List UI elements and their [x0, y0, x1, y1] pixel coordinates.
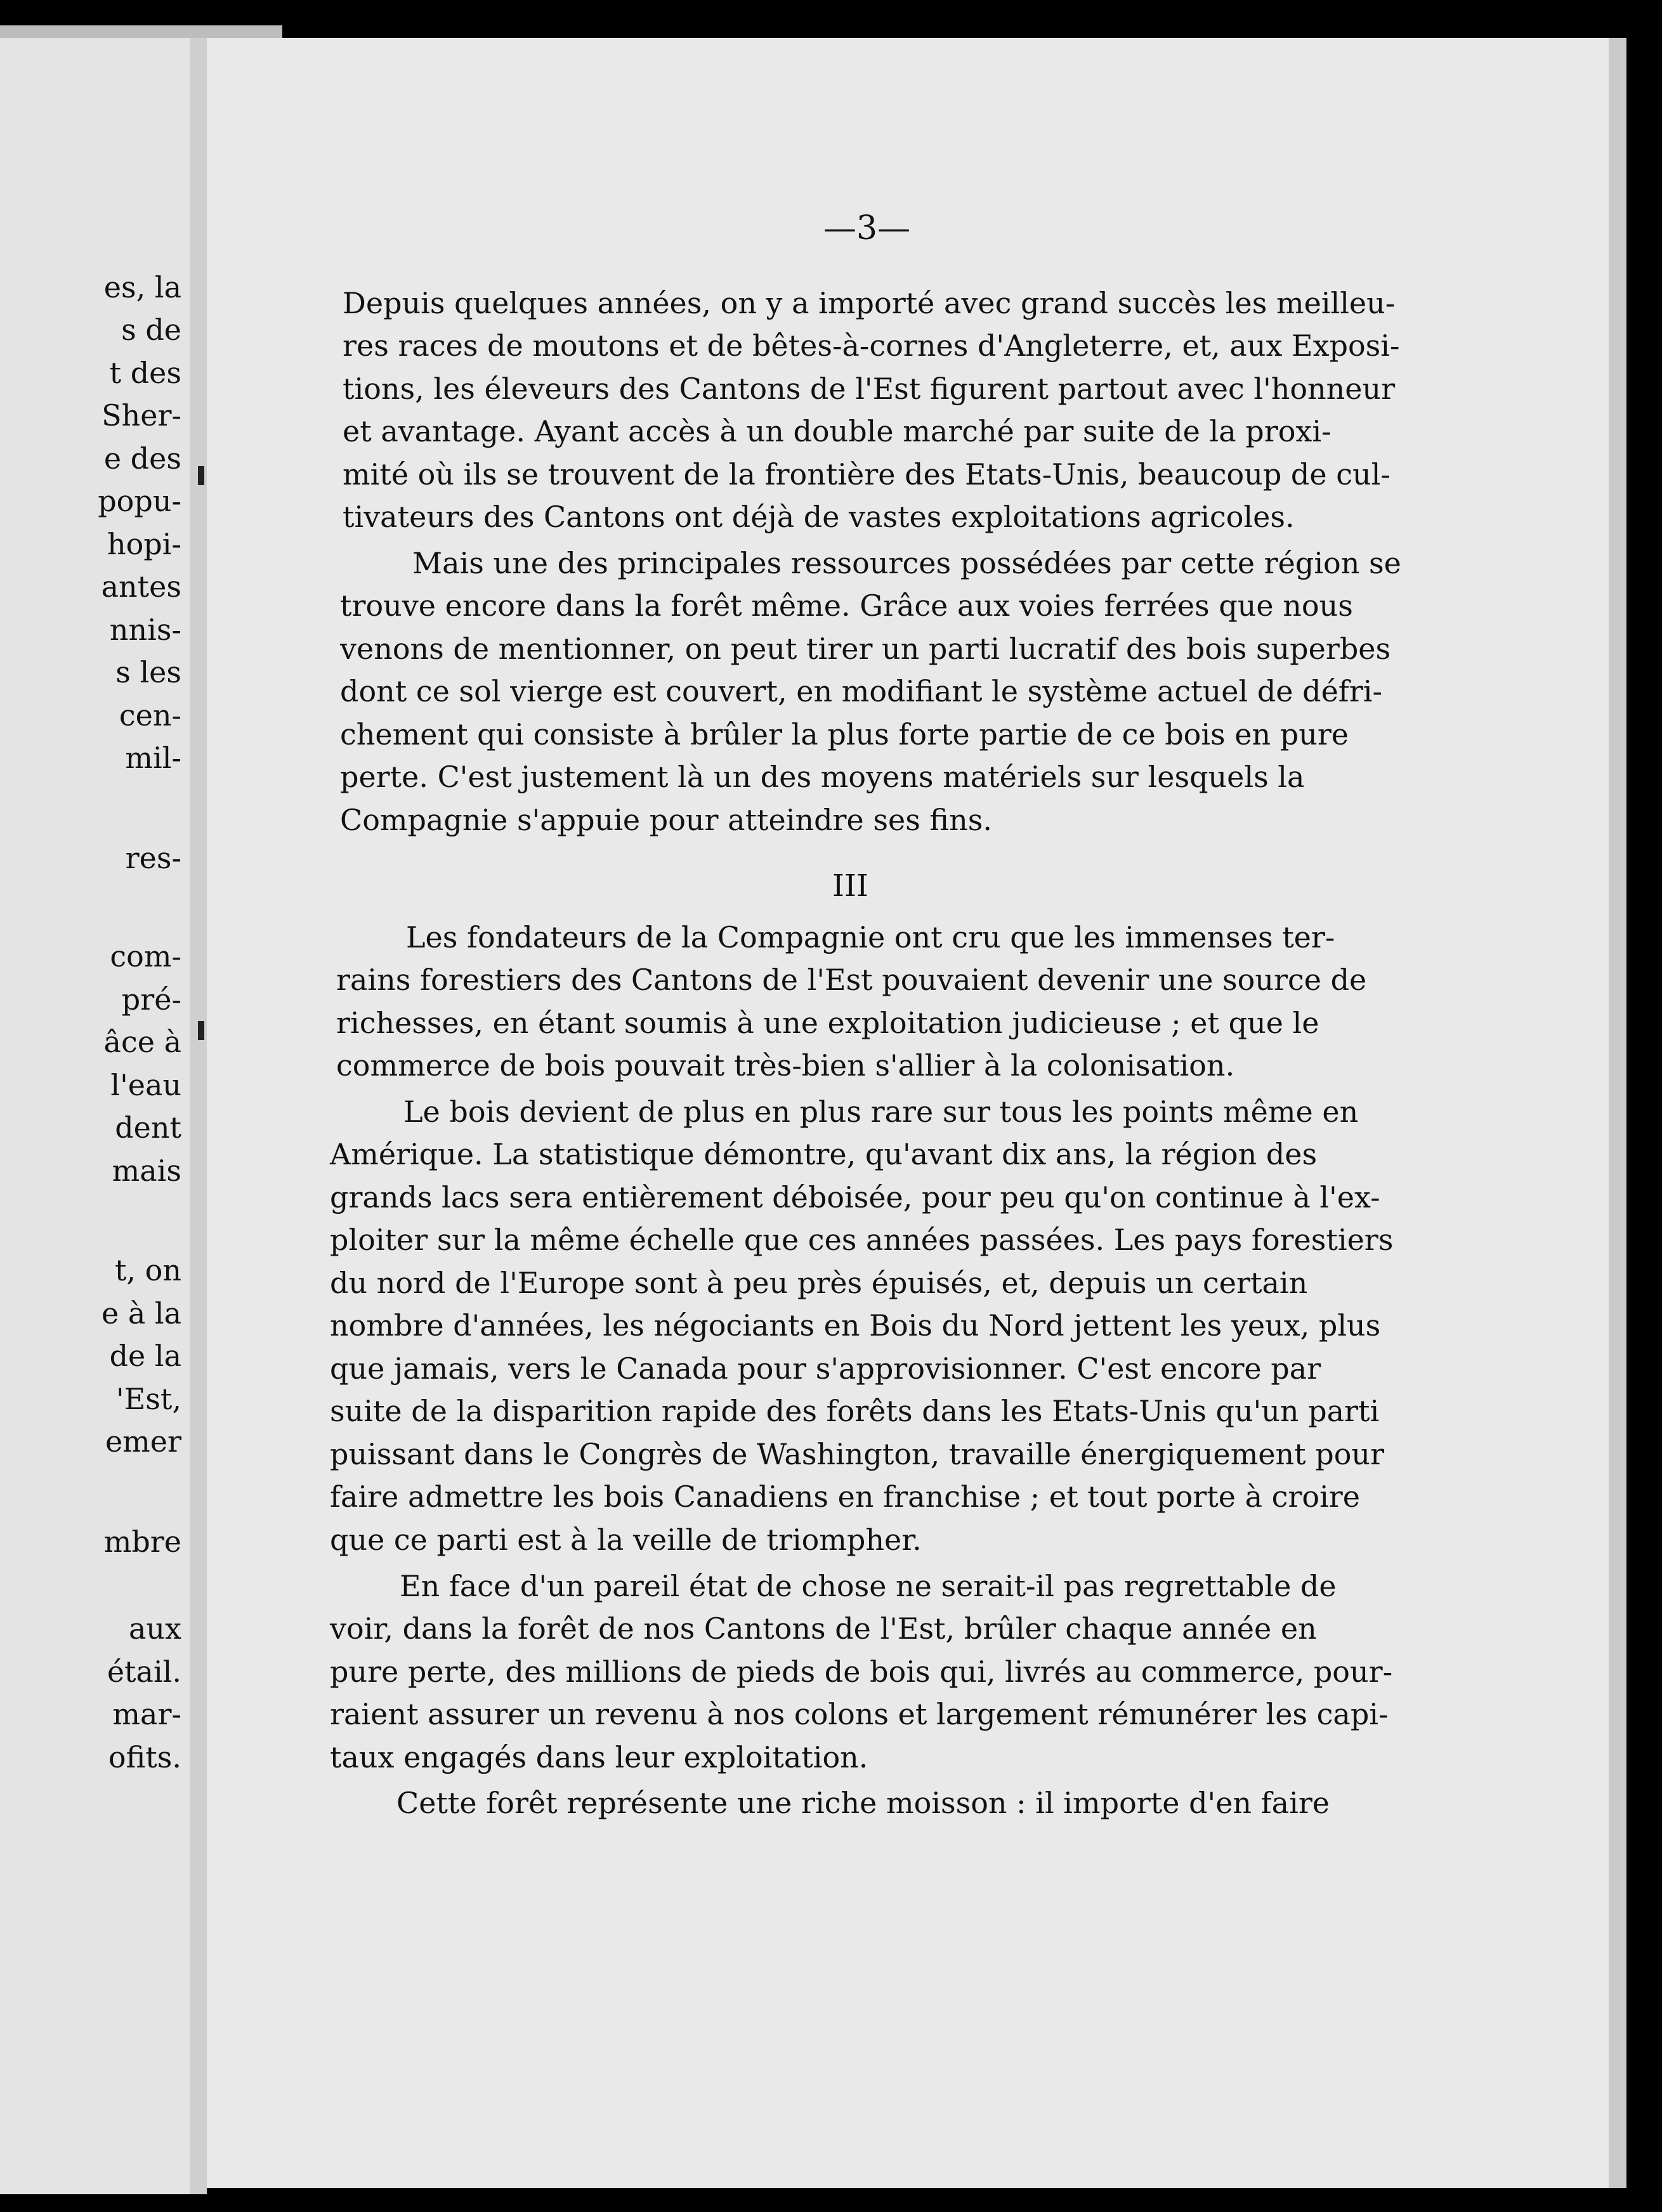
body-line: voir, dans la forêt de nos Cantons de l'Est, brûler chaque année en [330, 1611, 1317, 1646]
left-fragment: com- [110, 939, 181, 973]
body-line: res races de moutons et de bêtes-à-cornes d'Angleterre, et, aux Exposi- [343, 329, 1400, 363]
left-fragment: res- [125, 841, 181, 875]
body-line: tions, les éleveurs des Cantons de l'Est figurent partout avec l'honneur [343, 372, 1396, 406]
left-fragment: mar- [112, 1697, 181, 1731]
body-line: grands lacs sera entièrement déboisée, pour peu qu'on continue à l'ex- [330, 1180, 1380, 1214]
left-fragment: mbre [103, 1525, 181, 1559]
left-fragment: Sher- [101, 398, 181, 433]
page-number: —3— [823, 209, 911, 247]
body-line: chement qui consiste à brûler la plus forte partie de ce bois en pure [340, 717, 1349, 751]
left-fragment: s de [121, 313, 181, 347]
body-line: dont ce sol vierge est couvert, en modifiant le système actuel de défri- [340, 674, 1383, 708]
left-fragment: étail. [107, 1655, 181, 1689]
left-fragment: de la [109, 1339, 181, 1373]
left-fragment: antes [101, 569, 181, 604]
body-line: Le bois devient de plus en plus rare sur tous les points même en [403, 1095, 1359, 1129]
body-line: venons de mentionner, on peut tirer un parti lucratif des bois superbes [340, 632, 1391, 666]
left-fragment: emer [105, 1424, 181, 1459]
left-fragment: 'Est, [116, 1382, 181, 1416]
body-line: du nord de l'Europe sont à peu près épuisés, et, depuis un certain [330, 1266, 1308, 1300]
body-line: commerce de bois pouvait très-bien s'allier à la colonisation. [336, 1048, 1235, 1083]
body-line: rains forestiers des Cantons de l'Est pouvaient devenir une source de [336, 963, 1367, 997]
left-fragment: cen- [119, 698, 181, 732]
gutter-mark [198, 466, 204, 485]
body-line: nombre d'années, les négociants en Bois du Nord jettent les yeux, plus [330, 1308, 1381, 1343]
left-fragment: t, on [114, 1253, 181, 1287]
book-gutter [190, 38, 207, 2194]
left-fragment: hopi- [107, 527, 181, 561]
body-line: Amérique. La statistique démontre, qu'avant dix ans, la région des [330, 1137, 1318, 1171]
body-line: taux engagés dans leur exploitation. [330, 1740, 868, 1774]
left-fragment: nnis- [109, 613, 181, 647]
body-line: que ce parti est à la veille de triompher. [330, 1523, 922, 1557]
left-fragment: mais [112, 1154, 181, 1188]
left-fragment: mil- [125, 741, 181, 775]
body-line: Mais une des principales ressources possédées par cette région se [412, 546, 1401, 580]
left-page-edge [0, 38, 190, 2194]
body-line: Les fondateurs de la Compagnie ont cru que les immenses ter- [406, 920, 1335, 954]
body-line: faire admettre les bois Canadiens en franchise ; et tout porte à croire [330, 1480, 1360, 1514]
left-fragment: popu- [98, 484, 181, 518]
section-heading: III [832, 868, 868, 904]
body-line: richesses, en étant soumis à une exploitation judicieuse ; et que le [336, 1006, 1319, 1040]
left-fragment: e à la [101, 1296, 181, 1330]
body-line: suite de la disparition rapide des forêts dans les Etats-Unis qu'un parti [330, 1394, 1380, 1428]
left-fragment: dent [115, 1110, 181, 1145]
body-line: pure perte, des millions de pieds de bois qui, livrés au commerce, pour- [330, 1655, 1393, 1689]
body-line: et avantage. Ayant accès à un double marché par suite de la proxi- [343, 414, 1332, 448]
body-line: Depuis quelques années, on y a importé avec grand succès les meilleu- [343, 286, 1396, 320]
body-line: tivateurs des Cantons ont déjà de vastes exploitations agricoles. [343, 500, 1295, 534]
body-line: perte. C'est justement là un des moyens matériels sur lesquels la [340, 760, 1305, 794]
gutter-mark [198, 1021, 204, 1040]
left-fragment: s les [115, 655, 181, 689]
left-fragment: t des [109, 356, 181, 390]
left-fragment: e des [103, 441, 181, 476]
page-edge [1609, 38, 1626, 2188]
left-fragment: l'eau [110, 1068, 181, 1102]
body-line: En face d'un pareil état de chose ne serait-il pas regrettable de [400, 1569, 1337, 1603]
left-fragment: pré- [121, 982, 181, 1017]
body-line: puissant dans le Congrès de Washington, travaille énergiquement pour [330, 1437, 1385, 1471]
body-line: mité où ils se trouvent de la frontière des Etats-Unis, beaucoup de cul- [343, 457, 1390, 491]
body-line: trouve encore dans la forêt même. Grâce aux voies ferrées que nous [340, 589, 1353, 623]
body-line: Compagnie s'appuie pour atteindre ses fins. [340, 803, 992, 837]
body-line: ploiter sur la même échelle que ces années passées. Les pays forestiers [330, 1223, 1394, 1257]
left-fragment: ofits. [108, 1740, 181, 1774]
left-fragment: âce à [103, 1025, 181, 1059]
body-line: que jamais, vers le Canada pour s'approvisionner. C'est encore par [330, 1351, 1321, 1386]
body-line: Cette forêt représente une riche moisson : il importe d'en faire [396, 1786, 1330, 1820]
left-fragment: aux [129, 1611, 181, 1646]
body-line: raient assurer un revenu à nos colons et largement rémunérer les capi- [330, 1697, 1389, 1731]
left-fragment: es, la [103, 270, 181, 304]
